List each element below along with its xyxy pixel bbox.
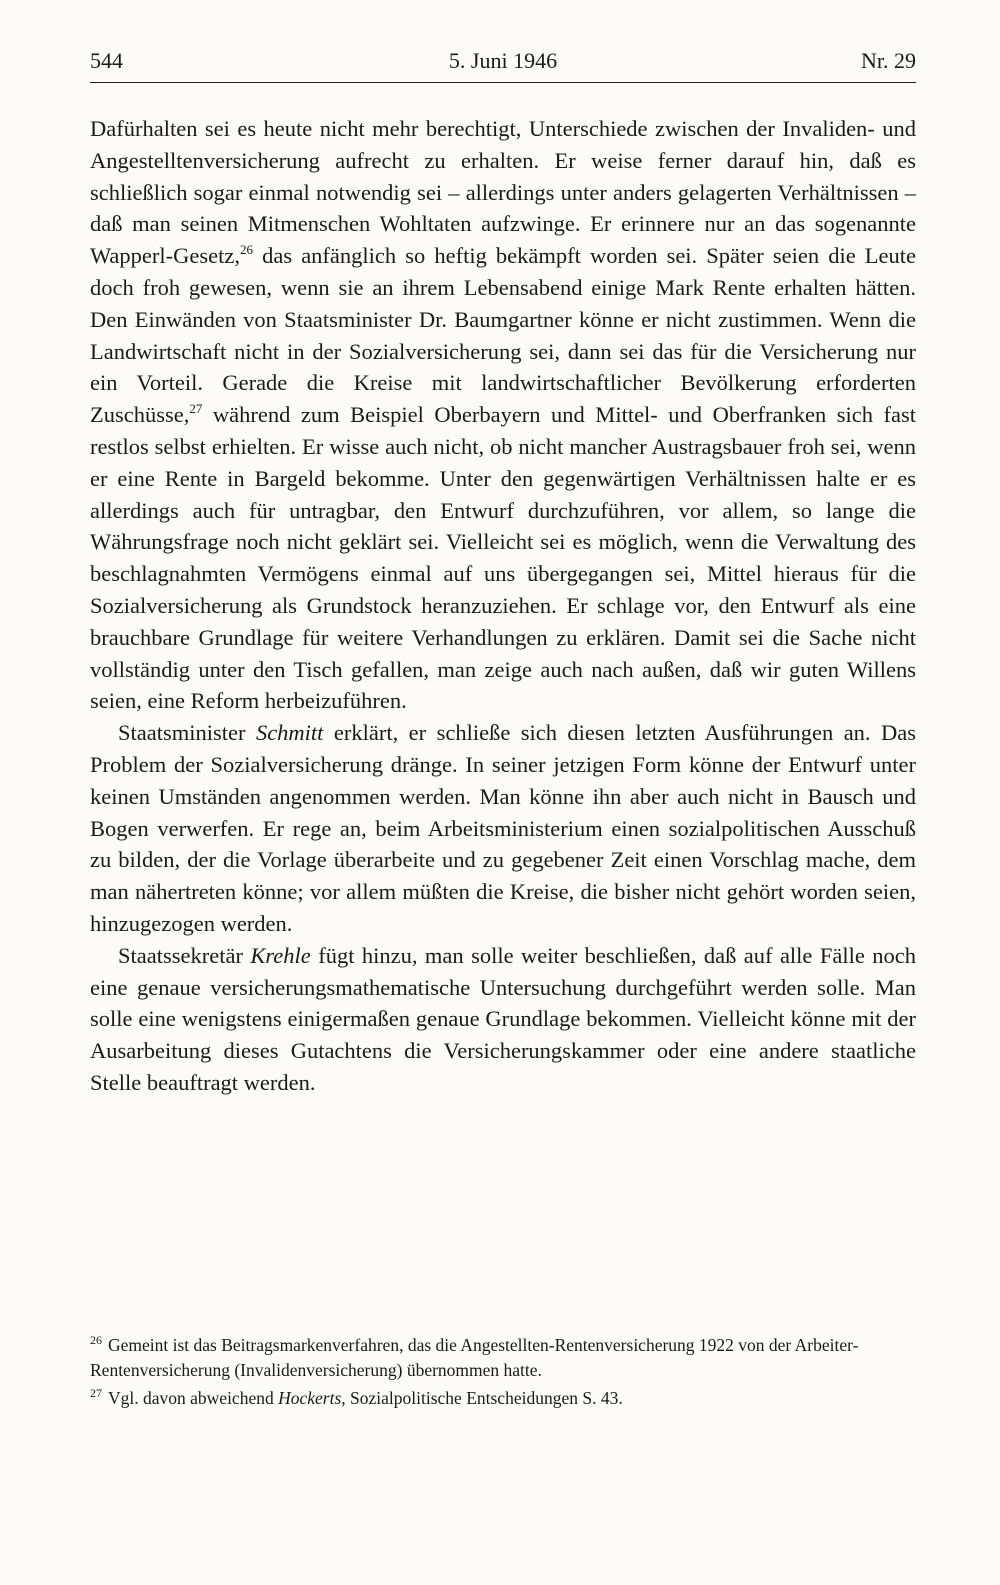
paragraph-2 (90, 717, 916, 940)
footnote-27 (90, 1386, 916, 1411)
footnotes (90, 1333, 916, 1414)
footnote-ref-27[interactable]: 27 (189, 401, 203, 417)
issue-number: Nr. 29 (861, 48, 916, 73)
paragraph-2-text: erklärt, er schließe sich diesen letzten Ausführungen an. Das Problem der Sozialversicherung dränge. In seiner jetzigen Form könne der Entwurf unter keinen Umständen angenommen werden. Man könne ihn aber auch nicht in Bausch und Bogen verwerfen. Er rege an, beim Arbeitsministerium einen sozialpolitischen Ausschuß zu bilden, der die Vorlage überarbeite und zu gegebener Zeit einen Vorschlag mache, dem man nähertreten könne; vor allem müßten die Kreise, die bisher nicht gehört worden seien, hinzugezogen werden. (90, 720, 916, 936)
footnote-text-post: , Sozialpolitische Entscheidungen S. 43. (341, 1388, 623, 1408)
paragraph-1-text-a: Dafürhalten sei es heute nicht mehr berechtigt, Unterschiede zwischen der Invaliden- und Angestelltenversicherung aufrecht zu erhalten. Er weise ferner darauf hin, daß es schließlich sogar einmal notwendig sei – allerdings unter anders gelagerten Verhältnissen – daß man seinen Mitmenschen Wohltaten aufzwinge. Er erinnere nur an das sogenannte Wapperl-Gesetz, (90, 116, 916, 269)
running-head (90, 48, 916, 78)
header-rule (90, 82, 916, 83)
footnote-number: 26 (90, 1333, 102, 1347)
page-number: 544 (90, 48, 123, 73)
paragraph-1-text-b: das anfänglich so heftig bekämpft worden sei. Später seien die Leute doch froh gewesen, wenn sie an ihrem Lebensabend einige Mark Rente erhalten hätten. Den Einwänden von Staatsminister Dr. Baumgartner könne er nicht zustimmen. Wenn die Landwirtschaft nicht in der Sozialversicherung sei, dann sei das für die Versicherung nur ein Vorteil. Gerade die Kreise mit landwirtschaftlicher Bevölkerung erforderten Zuschüsse, (90, 243, 916, 428)
paragraph-1-text-c: während zum Beispiel Oberbayern und Mittel- und Oberfranken sich fast restlos selbst erhielten. Er wisse auch nicht, ob nicht mancher Austragsbauer froh sei, wenn er eine Rente in Bargeld bekomme. Unter den gegenwärtigen Verhältnissen halte er es allerdings auch für untragbar, den Entwurf durchzuführen, vor allem, so lange die Währungsfrage noch nicht geklärt sei. Vielleicht sei es möglich, wenn die Verwaltung des beschlagnahmten Vermögens einmal auf uns übergegangen sei, Mittel hieraus für die Sozialversicherung als Grundstock heranzuziehen. Er schlage vor, den Entwurf als eine brauchbare Grundlage für weitere Verhandlungen zu erklären. Damit sei die Sache nicht vollständig unter den Tisch gefallen, man zeige auch nach außen, daß wir guten Willens seien, eine Reform herbeizuführen. (90, 402, 916, 714)
paragraph-3-text: fügt hinzu, man solle weiter beschließen, daß auf alle Fälle noch eine genaue versicherungsmathematische Untersuchung durchgeführt werden solle. Man solle eine wenigstens einigermaßen genaue Grundlage bekommen. Vielleicht könne mit der Ausarbeitung dieses Gutachtens die Versicherungskammer oder eine andere staatliche Stelle beauftragt werden. (90, 942, 916, 1095)
paragraph-2-lead: Staatsminister (118, 720, 256, 746)
paragraph-3 (90, 940, 916, 1099)
speaker-name-schmitt: Schmitt (255, 720, 324, 746)
footnote-text: Gemeint ist das Beitragsmarkenverfahren, das die Angestellten-Rentenversicherung 1922 von der Arbeiter-Rentenversicherung (Invalidenversicherung) übernommen hatte. (90, 1335, 859, 1380)
paragraph-3-lead: Staatssekretär (118, 942, 251, 968)
footnote-ref-26[interactable]: 26 (240, 242, 253, 258)
header-date: 5. Juni 1946 (448, 48, 558, 73)
footnote-author: Hockerts (278, 1388, 342, 1408)
footnote-text-pre: Vgl. davon abweichend (108, 1388, 279, 1408)
footnote-26 (90, 1333, 916, 1383)
main-text (90, 113, 916, 1099)
paragraph-1 (90, 113, 916, 717)
speaker-name-krehle: Krehle (250, 942, 311, 968)
footnote-number: 27 (90, 1386, 102, 1400)
